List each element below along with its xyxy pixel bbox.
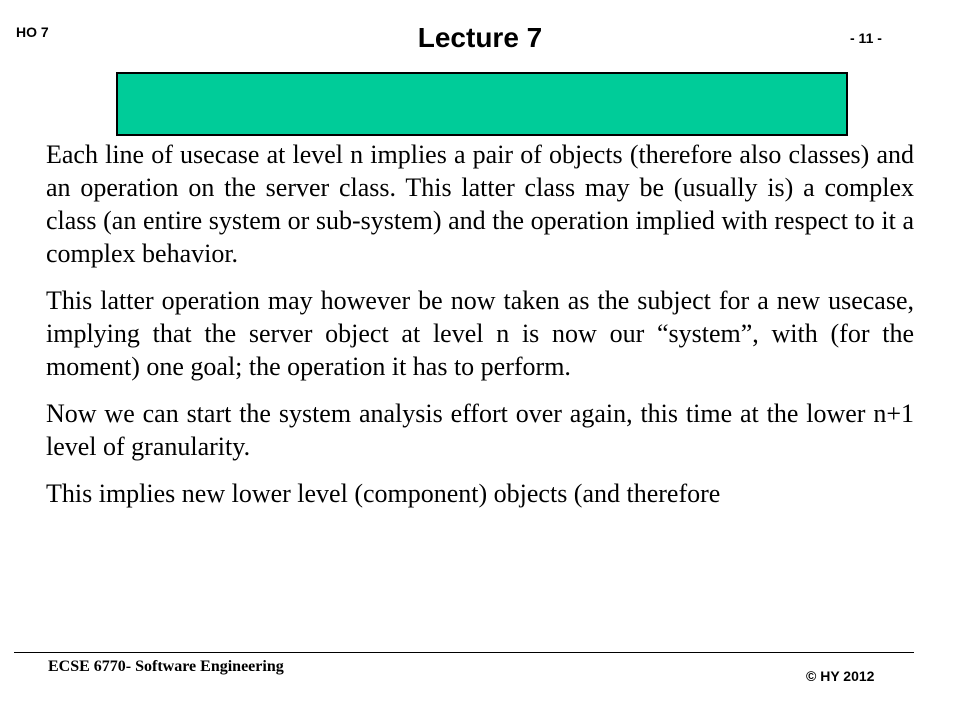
body-paragraph-1: Each line of usecase at level n implies a pair of objects (therefore also classes) and an operation on the server class. This latter class may be (usually is) a complex class (an entire system or sub-system) and the operation implied with respect to it a complex behavior. — [46, 140, 914, 268]
body-paragraph-3: Now we can start the system analysis effort over again, this time at the lower n+1 level of granularity. — [46, 399, 914, 461]
course-label: ECSE 6770- Software Engineering — [48, 658, 284, 675]
body-paragraph-2: This latter operation may however be now taken as the subject for a new usecase, implying that the server object at level n is now our “system”, with (for the moment) one goal; the operation it has to perform. — [46, 286, 914, 381]
lecture-title: Lecture 7 — [417, 22, 543, 53]
page-number: - 11 - — [850, 30, 882, 46]
footer-divider — [14, 652, 914, 653]
handout-label: HO 7 — [16, 24, 49, 40]
copyright-label: © HY 2012 — [806, 668, 875, 684]
slide-body — [46, 138, 914, 658]
slide-title-box — [116, 72, 848, 136]
body-paragraph-4: This implies new lower level (component) objects (and therefore — [46, 479, 721, 508]
